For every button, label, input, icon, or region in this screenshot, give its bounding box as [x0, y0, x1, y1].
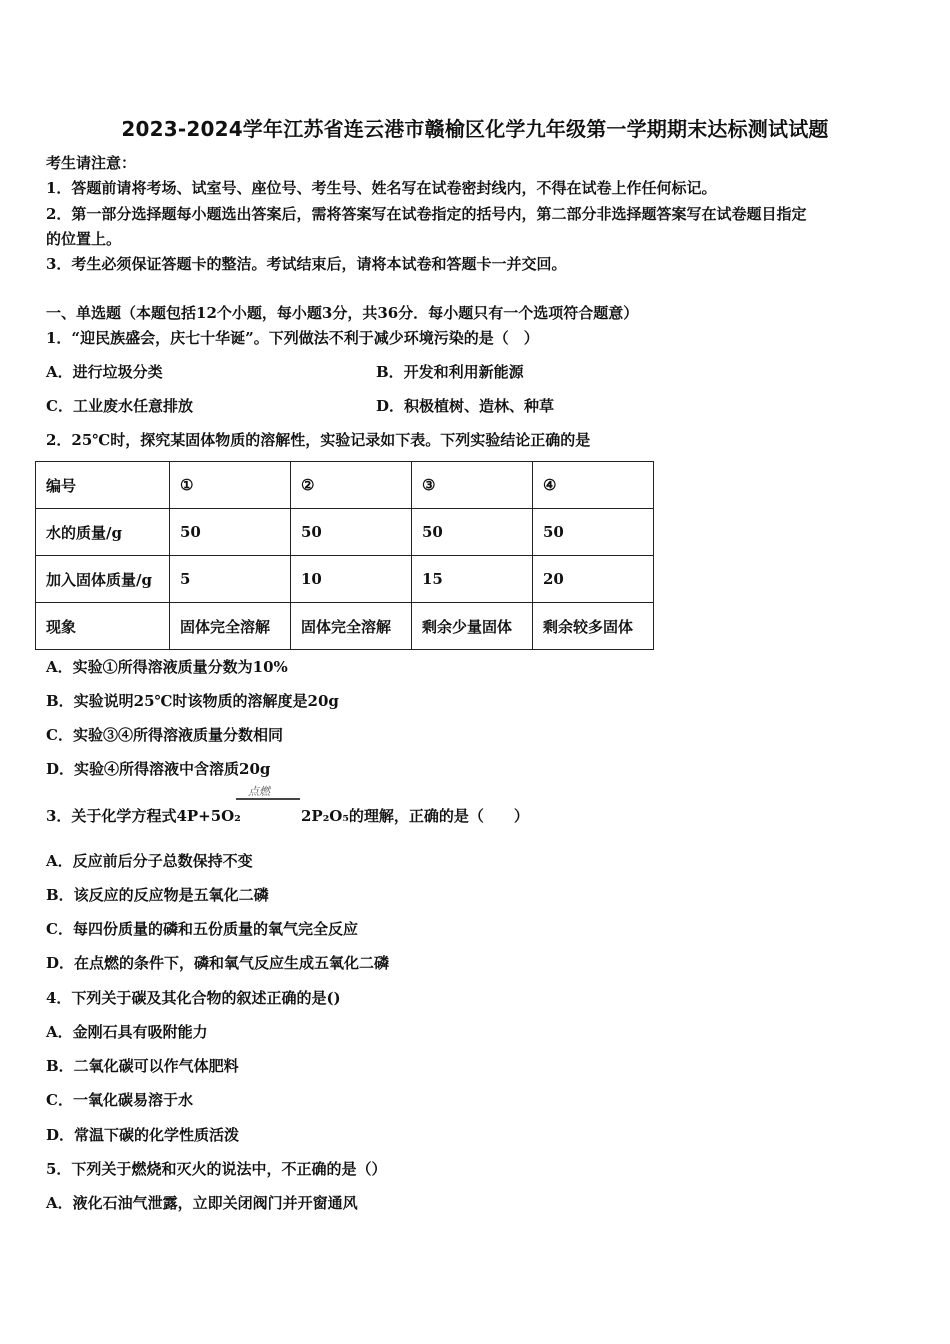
- page-title: 2023-2024学年江苏省连云港市赣榆区化学九年级第一学期期末达标测试试题: [121, 117, 829, 141]
- table-cell: 现象: [36, 603, 170, 650]
- notice-item: 1．答题前请将考场、试室号、座位号、考生号、姓名写在试卷密封线内，不得在试卷上作任何标记。: [46, 179, 717, 197]
- table-cell: 固体完全溶解: [291, 603, 412, 650]
- table-cell: 50: [170, 509, 291, 556]
- table-cell: 10: [291, 556, 412, 603]
- question-4-option-a: A．金刚石具有吸附能力: [46, 1023, 208, 1041]
- question-3-option-b: B．该反应的反应物是五氧化二磷: [46, 886, 269, 904]
- table-header-cell: ①: [170, 462, 291, 509]
- table-header-row: [36, 462, 654, 509]
- notice-item: 2．第一部分选择题每小题选出答案后，需将答案写在试卷指定的括号内，第二部分非选择题答案写在试卷题目指定: [46, 205, 807, 223]
- reaction-condition: [236, 785, 300, 801]
- question-1-option-b: B．开发和利用新能源: [376, 363, 524, 381]
- question-3-stem-left: 3．关于化学方程式4P+5O₂: [46, 807, 241, 825]
- table-row: [36, 556, 654, 603]
- table-header-cell: ③: [412, 462, 533, 509]
- table-cell: 50: [412, 509, 533, 556]
- reaction-arrow-line: [236, 798, 300, 800]
- table-cell: 剩余少量固体: [412, 603, 533, 650]
- table-cell: 剩余较多固体: [533, 603, 654, 650]
- question-2-option-b: B．实验说明25℃时该物质的溶解度是20g: [46, 692, 339, 710]
- notice-item: 的位置上。: [46, 230, 122, 248]
- table-cell: 加入固体质量/g: [36, 556, 170, 603]
- table-cell: 20: [533, 556, 654, 603]
- question-2-stem: 2．25℃时，探究某固体物质的溶解性，实验记录如下表。下列实验结论正确的是: [46, 431, 591, 449]
- table-row: [36, 509, 654, 556]
- question-5-option-a: A．液化石油气泄露，立即关闭阀门并开窗通风: [46, 1194, 358, 1212]
- notice-item: 3．考生必须保证答题卡的整洁。考试结束后，请将本试卷和答题卡一并交回。: [46, 255, 567, 273]
- question-3-option-d: D．在点燃的条件下，磷和氧气反应生成五氧化二磷: [46, 954, 390, 972]
- table-row: [36, 603, 654, 650]
- table-cell: 50: [291, 509, 412, 556]
- question-3-option-c: C．每四份质量的磷和五份质量的氧气完全反应: [46, 920, 358, 938]
- question-2-option-a: A．实验①所得溶液质量分数为10%: [46, 658, 288, 676]
- notice-heading: 考生请注意：: [46, 154, 137, 172]
- section-heading: 一、单选题（本题包括12个小题，每小题3分，共36分．每小题只有一个选项符合题意）: [46, 304, 639, 322]
- question-1-stem: 1．“迎民族盛会，庆七十华诞”。下列做法不利于减少环境污染的是（ ）: [46, 329, 539, 347]
- reaction-condition-label: 点燃: [248, 785, 270, 798]
- table-cell: 水的质量/g: [36, 509, 170, 556]
- question-2-option-d: D．实验④所得溶液中含溶质20g: [46, 760, 271, 778]
- question-4-option-b: B．二氧化碳可以作气体肥料: [46, 1057, 239, 1075]
- table-cell: 固体完全溶解: [170, 603, 291, 650]
- table-header-cell: 编号: [36, 462, 170, 509]
- table-header-cell: ④: [533, 462, 654, 509]
- table-cell: 50: [533, 509, 654, 556]
- table-cell: 15: [412, 556, 533, 603]
- table-cell: 5: [170, 556, 291, 603]
- table-header-cell: ②: [291, 462, 412, 509]
- question-2-option-c: C．实验③④所得溶液质量分数相同: [46, 726, 283, 744]
- question-3-option-a: A．反应前后分子总数保持不变: [46, 852, 253, 870]
- question-4-stem: 4．下列关于碳及其化合物的叙述正确的是(): [46, 989, 341, 1007]
- question-3-stem-right: 2P₂O₅的理解，正确的是（ ）: [301, 807, 529, 825]
- question-4-option-c: C．一氧化碳易溶于水: [46, 1091, 193, 1109]
- question-4-option-d: D．常温下碳的化学性质活泼: [46, 1126, 240, 1144]
- question-1-option-a: A．进行垃圾分类: [46, 363, 163, 381]
- question-1-option-c: C．工业废水任意排放: [46, 397, 193, 415]
- question-5-stem: 5．下列关于燃烧和灭火的说法中，不正确的是（）: [46, 1160, 387, 1178]
- experiment-table: [35, 461, 654, 650]
- question-1-option-d: D．积极植树、造林、种草: [376, 397, 555, 415]
